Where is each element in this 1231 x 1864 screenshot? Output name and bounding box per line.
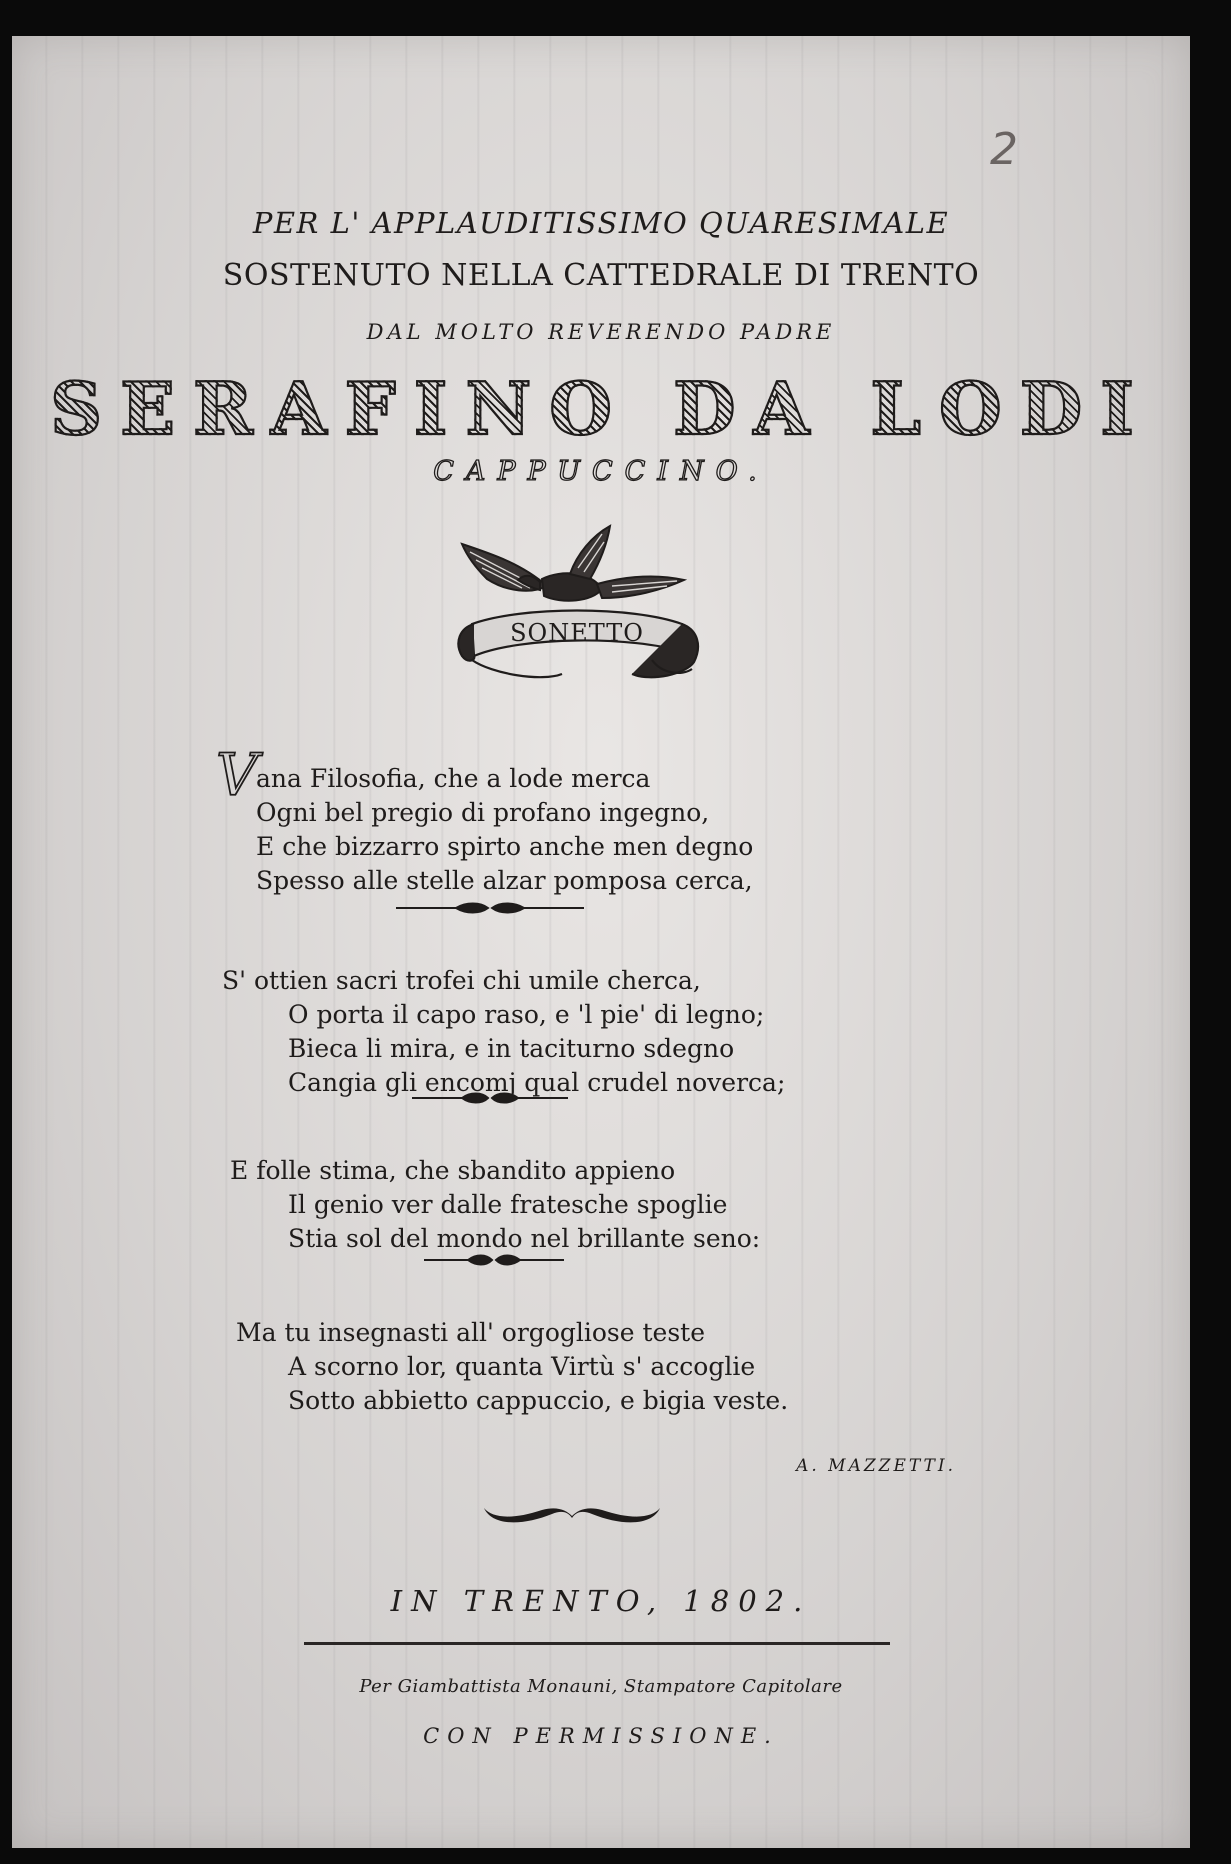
verse-line: Ogni bel pregio di profano ingegno, [256,798,710,827]
verse-line: Bieca li mira, e in taciturno sdegno [288,1034,735,1063]
stanza-1 [216,741,754,898]
verse-line: Ma tu insegnasti all' orgogliose teste [236,1318,705,1347]
heading-line-2: SOSTENUTO NELLA CATTEDRALE DI TRENTO [222,258,980,293]
ornament-divider-icon [396,898,584,918]
verse-line: E folle stima, che sbandito appieno [230,1156,676,1185]
heading-line-1: PER L' APPLAUDITISSIMO QUARESIMALE [252,206,950,240]
verse-line: O porta il capo raso, e 'l pie' di legno; [288,1000,765,1029]
ornament-divider-icon [412,1088,568,1108]
horizontal-rule [304,1640,890,1646]
verse-line: Sotto abbietto cappuccio, e bigia veste. [288,1386,789,1415]
handwritten-page-number: 2 [990,124,1018,175]
printer-line: Per Giambattista Monauni, Stampatore Capitolare [359,1676,843,1697]
bird-with-banner-icon [452,524,702,694]
verse-line: E che bizzarro spirto anche men degno [256,832,754,861]
religious-order: CAPPUCCINO. [433,456,769,487]
author-signature: A. MAZZETTI. [796,1456,956,1476]
stanza-2 [222,964,785,1100]
drop-cap: V [216,741,258,809]
stanza-3 [230,1154,760,1256]
broadsheet-page [12,36,1190,1848]
verse-line: Stia sol del mondo nel brillante seno: [288,1224,761,1253]
verse-line: ana Filosofia, che a lode merca [256,764,651,793]
ornament-divider-icon [424,1250,564,1270]
mustache-ornament-icon [482,1502,662,1532]
banner-text: SONETTO [510,619,644,647]
verse-line: Cangia gli encomj qual crudel noverca; [288,1068,786,1097]
verse-line: Spesso alle stelle alzar pomposa cerca, [256,866,753,895]
preacher-name: SERAFINO DA LODI [12,366,1190,451]
place-and-date: IN TRENTO, 1802. [390,1584,812,1618]
verse-line: A scorno lor, quanta Virtù s' accoglie [288,1352,756,1381]
verse-line: S' ottien sacri trofei chi umile cherca, [222,966,701,995]
heading-line-3: DAL MOLTO REVERENDO PADRE [366,320,836,344]
verse-line: Il genio ver dalle fratesche spoglie [288,1190,728,1219]
stanza-4 [236,1316,788,1418]
permission-line: CON PERMISSIONE. [423,1724,779,1748]
